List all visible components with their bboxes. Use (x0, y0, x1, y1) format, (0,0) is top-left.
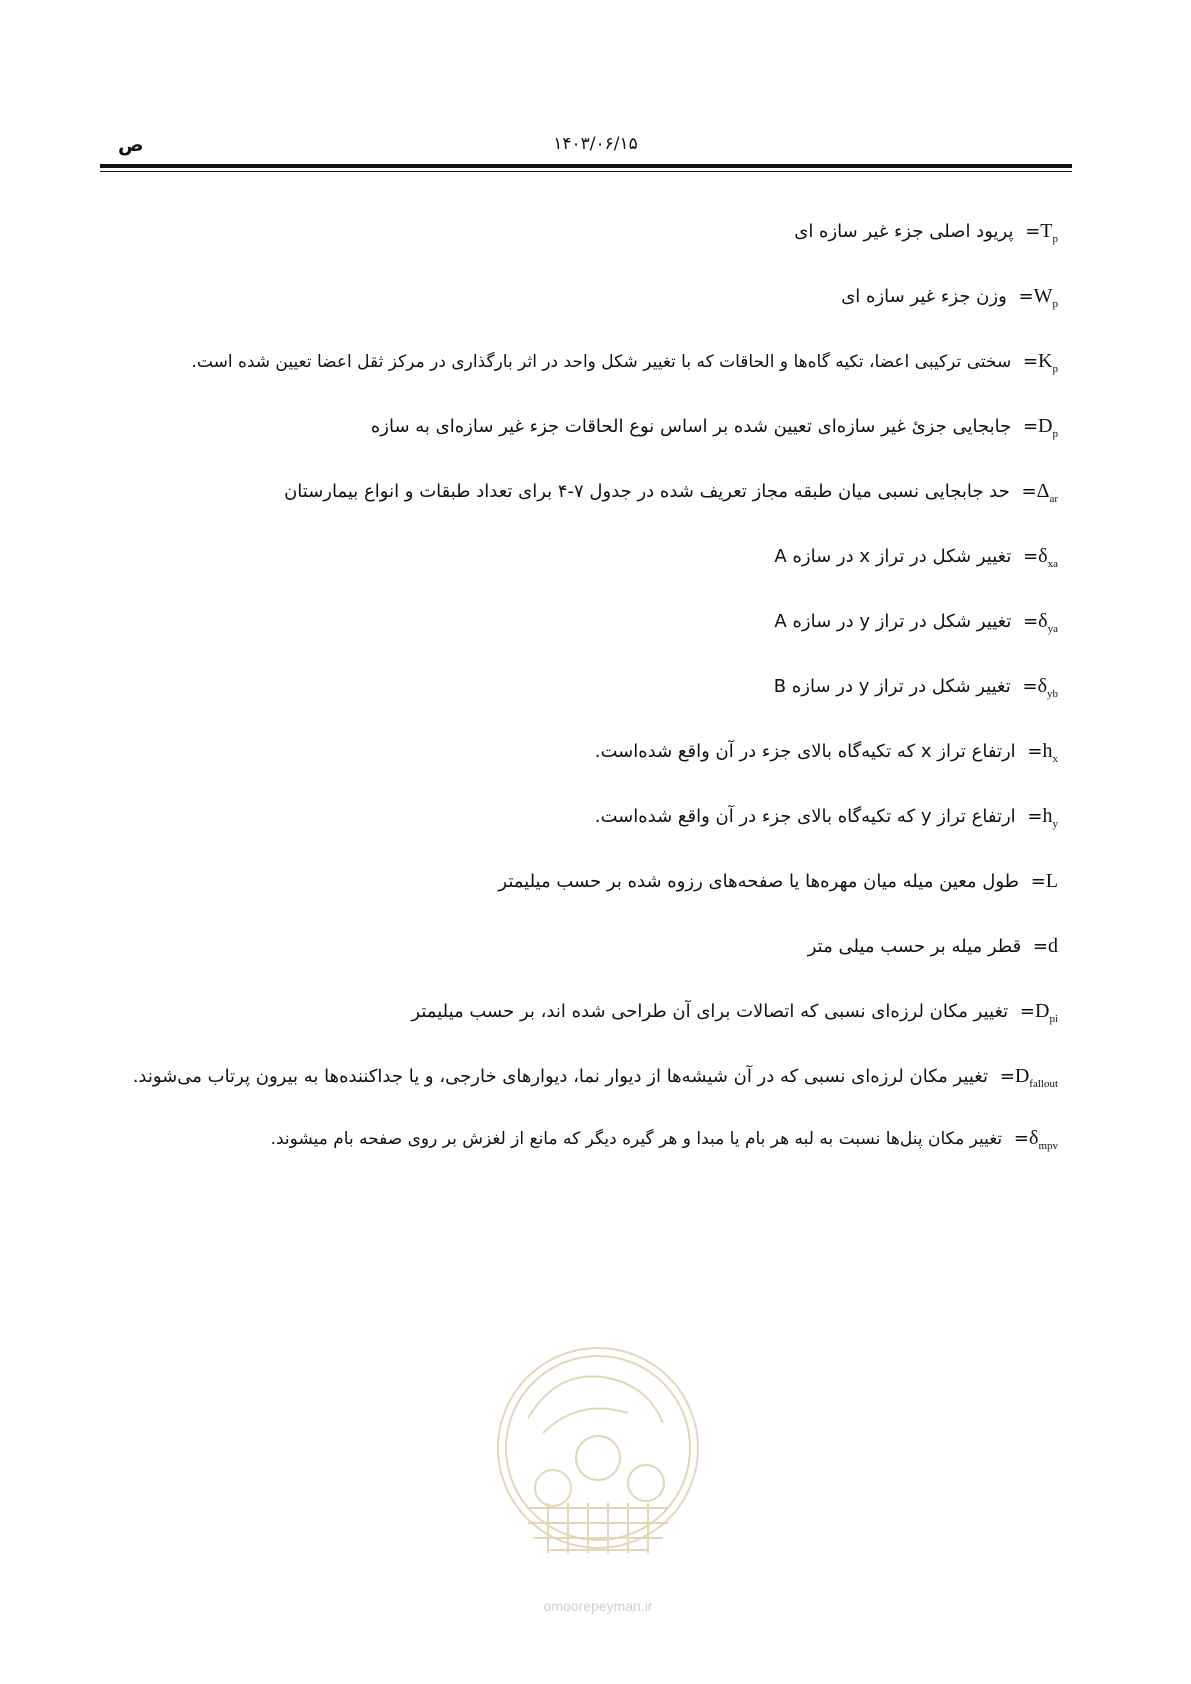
definition-symbol: $D_p$ (1038, 415, 1058, 440)
equals-sign: = (1027, 741, 1043, 762)
definition-item (130, 799, 1058, 841)
definition-symbol: $\delta_{xa}$ (1038, 545, 1058, 570)
definition-text: تغییر مکان لرزه‌ای نسبی که اتصالات برای آن طراحی شده اند، بر حسب میلیمتر (411, 1001, 1009, 1022)
watermark-logo (488, 1338, 708, 1578)
header-rule-thin (100, 171, 1072, 172)
equals-sign: = (1013, 1128, 1029, 1149)
equals-sign: = (1023, 611, 1039, 632)
equals-sign: = (1027, 806, 1043, 827)
equals-sign: = (1018, 286, 1034, 307)
definition-item (130, 1059, 1058, 1101)
watermark-url: omoorepeyman.ir (543, 1598, 653, 1614)
definition-text: سختی ترکیبی اعضا، تکیه گاه‌ها و الحاقات که با تغییر شکل واحد در اثر بارگذاری در مرکز ثقل اعضا تعیین شده است. (191, 352, 1012, 372)
equals-sign: = (1019, 1001, 1035, 1022)
definition-symbol: $h_y$ (1042, 805, 1058, 830)
definition-symbol: $K_p$ (1038, 350, 1058, 375)
equals-sign: = (1032, 936, 1048, 957)
definition-symbol: $\delta_{mpv}$ (1029, 1127, 1058, 1152)
definition-item (130, 474, 1058, 516)
definition-symbol: $T_p$ (1040, 220, 1058, 245)
definition-text: طول معین میله میان مهره‌ها یا صفحه‌های رزوه شده بر حسب میلیمتر (498, 871, 1019, 892)
definition-text: تغییر شکل در تراز y در سازه A (774, 611, 1012, 632)
definition-item (130, 409, 1058, 451)
definition-text: وزن جزء غیر سازه ای (841, 286, 1007, 307)
equals-sign: = (999, 1066, 1015, 1087)
definition-text: پریود اصلی جزء غیر سازه ای (794, 221, 1014, 242)
page-header (0, 120, 1191, 160)
definition-item (130, 1121, 1058, 1163)
definition-symbol: d (1048, 935, 1058, 957)
definition-symbol: $\delta_{yb}$ (1037, 675, 1058, 700)
definition-item (130, 734, 1058, 776)
equals-sign: = (1022, 416, 1039, 437)
definition-item (130, 344, 1058, 386)
definition-item (130, 539, 1058, 581)
definition-text: ارتفاع تراز y که تکیه‌گاه بالای جزء در آن واقع شده‌است. (594, 806, 1016, 827)
definition-item (130, 604, 1058, 646)
definition-symbol: $W_p$ (1033, 285, 1058, 310)
definitions-list (130, 214, 1058, 1186)
equals-sign: = (1030, 871, 1046, 892)
definition-symbol: L (1045, 870, 1058, 892)
definition-text: جابجایی جزئ غیر سازه‌ای تعیین شده بر اساس نوع الحاقات جزء غیر سازه‌ای به سازه (370, 416, 1012, 437)
definition-text: تغییر شکل در تراز y در سازه B (773, 676, 1011, 697)
definition-symbol: $\Delta_{ar}$ (1036, 480, 1058, 505)
definition-text: قطر میله بر حسب میلی متر (807, 936, 1022, 957)
header-date: ۱۴۰۳/۰۶/۱۵ (553, 134, 638, 154)
definition-text: تغییر مکان لرزه‌ای نسبی که در آن شیشه‌ها از دیوار نما، دیوارهای خارجی، و یا جداکننده‌ها به بیرون پرتاب می‌شوند. (132, 1066, 988, 1087)
definition-item (130, 669, 1058, 711)
equals-sign: = (1025, 221, 1041, 242)
definition-text: تغییر مکان پنل‌ها نسبت به لبه هر بام یا مبدا و هر گیره دیگر که مانع از لغزش بر روی صفحه بام میشوند. (270, 1129, 1003, 1149)
equals-sign: = (1023, 546, 1039, 567)
definition-item (130, 929, 1058, 971)
equals-sign: = (1022, 676, 1038, 697)
definition-text: تغییر شکل در تراز x در سازه A (774, 546, 1012, 567)
definition-item (130, 864, 1058, 906)
definition-symbol: $D_{pi}$ (1034, 1000, 1058, 1025)
definition-symbol: $\delta_{ya}$ (1038, 610, 1058, 635)
page-label: ص (118, 134, 144, 156)
header-rule-thick (100, 164, 1072, 168)
definition-symbol: $D_{fallout}$ (1014, 1065, 1058, 1090)
definition-text: حد جابجایی نسبی میان طبقه مجاز تعریف شده در جدول ۷-۴ برای تعداد طبقات و انواع بیمارستان (284, 481, 1010, 502)
definition-text: ارتفاع تراز x که تکیه‌گاه بالای جزء در آن واقع شده‌است. (594, 741, 1016, 762)
equals-sign: = (1021, 481, 1037, 502)
definition-item (130, 279, 1058, 321)
equals-sign: = (1022, 351, 1039, 372)
definition-item (130, 214, 1058, 256)
definition-item (130, 994, 1058, 1036)
definition-symbol: $h_x$ (1042, 740, 1058, 765)
